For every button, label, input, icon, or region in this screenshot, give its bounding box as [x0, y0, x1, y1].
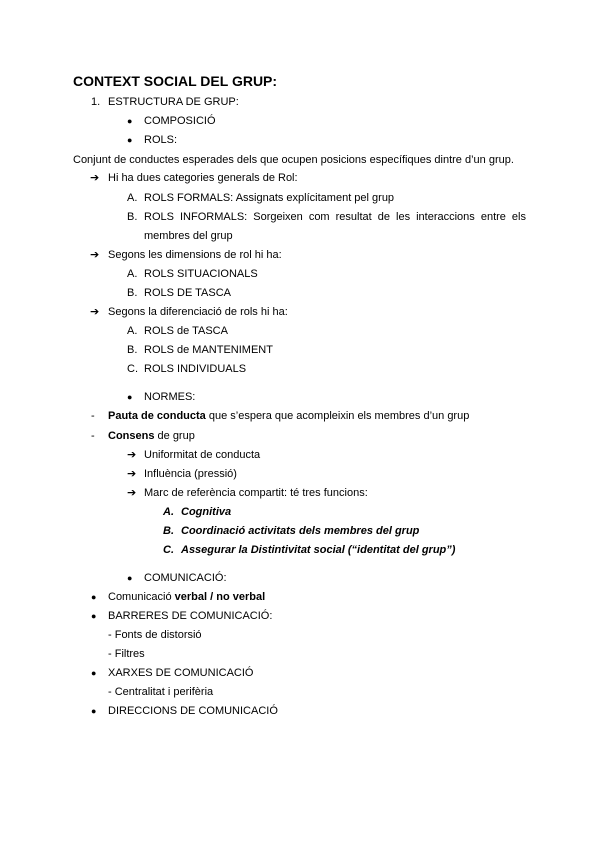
list-letter: B. — [127, 287, 138, 299]
consens-rest: de grup — [154, 430, 195, 442]
pauta-line — [108, 409, 469, 423]
list-letter: A. — [127, 325, 138, 337]
bullet-icon: ● — [91, 611, 97, 621]
funcio-coordinacio: Coordinació activitats dels membres del grup — [181, 525, 420, 537]
rols-de-tasca-text: ROLS DE TASCA — [144, 287, 232, 299]
list-item-composicio: COMPOSICIÓ — [144, 115, 216, 127]
list-item-normes: NORMES: — [144, 391, 196, 403]
list-letter: B. — [127, 344, 138, 356]
verbal-bold: verbal / no verbal — [174, 591, 266, 603]
section-heading-estructura: ESTRUCTURA DE GRUP: — [108, 96, 239, 108]
list-item-rols: ROLS: — [144, 134, 178, 146]
list-letter: C. — [163, 544, 174, 556]
categories-text: Hi ha dues categories generals de Rol: — [108, 172, 298, 184]
diferenciacio-text: Segons la diferenciació de rols hi ha: — [108, 306, 288, 318]
marc-text: Marc de referència compartit: té tres funcions: — [144, 487, 368, 499]
list-number: 1. — [91, 96, 101, 108]
filtres-text: - Filtres — [108, 648, 145, 660]
bullet-icon: ● — [127, 135, 133, 145]
list-letter: A. — [163, 506, 174, 518]
verbal-line — [108, 590, 265, 604]
pauta-rest: que s’espera que acompleixin els membres d’un grup — [205, 410, 470, 422]
barreres-heading: BARRERES DE COMUNICACIÓ: — [108, 610, 273, 622]
direccions-heading: DIRECCIONS DE COMUNICACIÓ — [108, 705, 278, 717]
pauta-bold: Pauta de conducta — [108, 410, 206, 422]
xarxes-heading: XARXES DE COMUNICACIÓ — [108, 667, 254, 679]
arrow-icon: ➔ — [127, 468, 137, 480]
definition-text: Conjunt de conductes esperades dels que ocupen posicions específiques dintre d’un grup. — [73, 154, 514, 166]
rols-informals-continuation: membres del grup — [144, 230, 233, 242]
bullet-icon: ● — [91, 592, 97, 602]
list-letter: A. — [127, 192, 138, 204]
list-letter: B. — [163, 525, 174, 537]
funcio-cognitiva: Cognitiva — [181, 506, 232, 518]
bullet-icon: ● — [127, 392, 133, 402]
rols-informals-text: ROLS INFORMALS: Sorgeixen com resultat de les interaccions entre els — [144, 211, 526, 223]
rols-manteniment-text: ROLS de MANTENIMENT — [144, 344, 273, 356]
page-title: CONTEXT SOCIAL DEL GRUP: — [73, 73, 278, 89]
list-item-comunicacio: COMUNICACIÓ: — [144, 572, 227, 584]
dash-marker: - — [91, 410, 95, 422]
rols-individuals-text: ROLS INDIVIDUALS — [144, 363, 247, 375]
rols-tasca-text: ROLS de TASCA — [144, 325, 228, 337]
rols-formals-text: ROLS FORMALS: Assignats explícitament pel grup — [144, 192, 395, 204]
funcio-distintivitat: Assegurar la Distintivitat social (“identitat del grup”) — [181, 544, 456, 556]
consens-line — [108, 429, 195, 443]
arrow-icon: ➔ — [90, 172, 100, 184]
arrow-icon: ➔ — [127, 487, 137, 499]
rols-situacionals-text: ROLS SITUACIONALS — [144, 268, 258, 280]
arrow-icon: ➔ — [90, 306, 100, 318]
dimensions-text: Segons les dimensions de rol hi ha: — [108, 249, 282, 261]
verbal-text: Comunicació — [108, 591, 175, 603]
list-letter: A. — [127, 268, 138, 280]
fonts-distorsio-text: - Fonts de distorsió — [108, 629, 202, 641]
influencia-text: Influència (pressió) — [144, 468, 237, 480]
arrow-icon: ➔ — [127, 449, 137, 461]
bullet-icon: ● — [91, 706, 97, 716]
uniformitat-text: Uniformitat de conducta — [144, 449, 261, 461]
consens-bold: Consens — [108, 430, 155, 442]
dash-marker: - — [91, 430, 95, 442]
bullet-icon: ● — [127, 116, 133, 126]
arrow-icon: ➔ — [90, 249, 100, 261]
bullet-icon: ● — [127, 573, 133, 583]
list-letter: B. — [127, 211, 138, 223]
bullet-icon: ● — [91, 668, 97, 678]
list-letter: C. — [127, 363, 138, 375]
centralitat-text: - Centralitat i perifèria — [108, 686, 214, 698]
